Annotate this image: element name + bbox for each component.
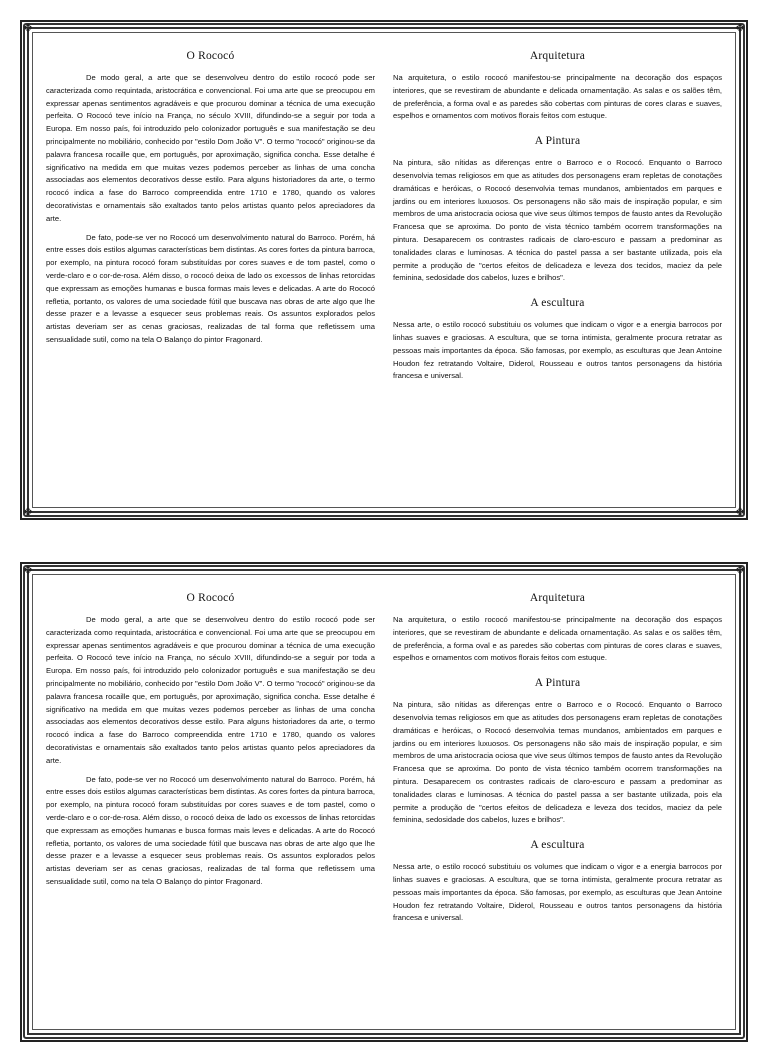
right-column <box>393 44 722 500</box>
paragraph-intro: De modo geral, a arte que se desenvolveu dentro do estilo rococó pode ser caracterizada como requintada, aristocrática e convencional. Foi uma arte que se preocupou em expressar apenas sentimentos agradáveis e que procurou dominar a técnica de uma execução perfeita. O Rococó teve início na França, no século XVIII, difundindo-se a seguir por toda a Europa. Em nosso país, foi introduzido pelo colonizador português e sua manifestação se deu principalmente no mobiliário, conhecido por "estilo Dom João V". O termo "rococó" originou-se da palavra francesa rocaille que, em português, por aproximação, significa concha. Esse detalhe é significativo na medida em que muitas vezes podemos perceber as linhas de uma concha associadas aos elementos decorativos desse estilo. Para alguns historiadores da arte, o termo rococó indica a fase do Barroco compreendida entre 1710 e 1780, quando os valores decorativistas e ornamentais são exaltados tanto pelos artistas quanto pelos apreciadores da arte. <box>46 73 375 223</box>
corner-ornament-icon: ❖ <box>22 563 34 577</box>
section-title-architecture: Arquitetura <box>529 592 586 604</box>
handout-card-bottom <box>20 562 748 1042</box>
corner-ornament-icon: ❖ <box>734 505 746 519</box>
paragraph-sculpture: Nessa arte, o estilo rococó substituiu os volumes que indicam o vigor e a energia barrocos por linhas suaves e graciosas. A escultura, que se torna intimista, geralmente procura retratar as pessoas mais importantes da época. São famosas, por exemplo, as esculturas que Jean Antoine Houdon fez retratando Voltaire, Diderol, Rousseau e outros tantos personagens da história francesa e universal. <box>393 320 722 381</box>
section-title-rococo: O Rococó <box>186 592 235 604</box>
section-title-painting: A Pintura <box>534 135 581 148</box>
corner-ornament-icon: ❖ <box>734 21 746 35</box>
handout-card-top <box>20 20 748 520</box>
section-title-painting: A Pintura <box>534 677 581 690</box>
paragraph-architecture: Na arquitetura, o estilo rococó manifestou-se principalmente na decoração dos espaços interiores, que se revestiram de abundante e delicada ornamentação. As salas e os salões têm, de preferência, a forma oval e as paredes são cobertas com pinturas de cores claras e suaves, espelhos e ornamentos com motivos florais feitos com estuque. <box>393 615 722 663</box>
section-title-rococo: O Rococó <box>186 50 235 62</box>
corner-ornament-icon: ❖ <box>22 505 34 519</box>
card-content <box>46 44 722 500</box>
left-column <box>46 586 375 1022</box>
corner-ornament-icon: ❖ <box>22 21 34 35</box>
paragraph-painting: Na pintura, são nítidas as diferenças entre o Barroco e o Rococó. Enquanto o Barroco desenvolvia temas religiosos em que as atitudes dos personagens eram repletas de conotações dramáticas e heróicas, o Rococó desenvolvia temas mundanos, ambientados em parques e jardins ou em interiores luxuosos. Os personagens não são mais de inspiração popular, e sim membros de uma aristocracia ociosa que vive seus últimos tempos de fausto antes da Revolução Francesa que se aproxima. Do ponto de vista técnico também ocorrem transformações na pintura. Desaparecem os contrastes radicais de claro-escuro e passam a predominar as tonalidades claras e luminosas. A técnica do pastel passa a ser bastante utilizada, pois ela permite a produção de "certos efeitos de delicadeza e leveza dos tecidos, maciez da pele feminina, sedosidade dos cabelos, luzes e brilhos". <box>393 700 722 825</box>
card-content <box>46 586 722 1022</box>
section-title-sculpture: A escultura <box>530 297 585 310</box>
paragraph-painting: Na pintura, são nítidas as diferenças entre o Barroco e o Rococó. Enquanto o Barroco desenvolvia temas religiosos em que as atitudes dos personagens eram repletas de conotações dramáticas e heróicas, o Rococó desenvolvia temas mundanos, ambientados em parques e jardins ou em interiores luxuosos. Os personagens não são mais de inspiração popular, e sim membros de uma aristocracia ociosa que vive seus últimos tempos de fausto antes da Revolução Francesa que se aproxima. Do ponto de vista técnico também ocorrem transformações na pintura. Desaparecem os contrastes radicais de claro-escuro e passam a predominar as tonalidades claras e luminosas. A técnica do pastel passa a ser bastante utilizada, pois ela permite a produção de "certos efeitos de delicadeza e leveza dos tecidos, maciez da pele feminina, sedosidade dos cabelos, luzes e brilhos". <box>393 158 722 283</box>
paragraph-sculpture: Nessa arte, o estilo rococó substituiu os volumes que indicam o vigor e a energia barrocos por linhas suaves e graciosas. A escultura, que se torna intimista, geralmente procura retratar as pessoas mais importantes da época. São famosas, por exemplo, as esculturas que Jean Antoine Houdon fez retratando Voltaire, Diderol, Rousseau e outros tantos personagens da história francesa e universal. <box>393 862 722 923</box>
paragraph-architecture: Na arquitetura, o estilo rococó manifestou-se principalmente na decoração dos espaços interiores, que se revestiram de abundante e delicada ornamentação. As salas e os salões têm, de preferência, a forma oval e as paredes são cobertas com pinturas de cores claras e suaves, espelhos e ornamentos com motivos florais feitos com estuque. <box>393 73 722 121</box>
section-title-sculpture: A escultura <box>530 839 585 852</box>
paragraph-intro: De modo geral, a arte que se desenvolveu dentro do estilo rococó pode ser caracterizada como requintada, aristocrática e convencional. Foi uma arte que se preocupou em expressar apenas sentimentos agradáveis e que procurou dominar a técnica de uma execução perfeita. O Rococó teve início na França, no século XVIII, difundindo-se a seguir por toda a Europa. Em nosso país, foi introduzido pelo colonizador português e sua manifestação se deu principalmente no mobiliário, conhecido por "estilo Dom João V". O termo "rococó" originou-se da palavra francesa rocaille que, em português, por aproximação, significa concha. Esse detalhe é significativo na medida em que muitas vezes podemos perceber as linhas de uma concha associadas aos elementos decorativos desse estilo. Para alguns historiadores da arte, o termo rococó indica a fase do Barroco compreendida entre 1710 e 1780, quando os valores decorativistas e ornamentais são exaltados tanto pelos artistas quanto pelos apreciadores da arte. <box>46 615 375 765</box>
left-column <box>46 44 375 500</box>
paragraph-comparison: De fato, pode-se ver no Rococó um desenvolvimento natural do Barroco. Porém, há entre esses dois estilos algumas características bem distintas. As cores fortes da pintura barroca, por exemplo, na pintura rococó foram substituídas por cores suaves e de tom pastel, como o verde-claro e o cor-de-rosa. Além disso, o rococó deixa de lado os excessos de linhas retorcidas que expressam as emoções humanas e busca formas mais leves e delicadas. A arte do Rococó refletia, portanto, os valores de uma sociedade fútil que buscava nas obras de arte algo que lhe desse prazer e a levasse a esquecer seus problemas reais. Os assuntos explorados pelos artistas deveriam ser as cenas graciosas, realizadas de tal forma que refletissem uma sensualidade sutil, como na tela O Balanço do pintor Fragonard. <box>46 232 375 344</box>
paragraph-comparison: De fato, pode-se ver no Rococó um desenvolvimento natural do Barroco. Porém, há entre esses dois estilos algumas características bem distintas. As cores fortes da pintura barroca, por exemplo, na pintura rococó foram substituídas por cores suaves e de tom pastel, como o verde-claro e o cor-de-rosa. Além disso, o rococó deixa de lado os excessos de linhas retorcidas que expressam as emoções humanas e busca formas mais leves e delicadas. A arte do Rococó refletia, portanto, os valores de uma sociedade fútil que buscava nas obras de arte algo que lhe desse prazer e a levasse a esquecer seus problemas reais. Os assuntos explorados pelos artistas deveriam ser as cenas graciosas, realizadas de tal forma que refletissem uma sensualidade sutil, como na tela O Balanço do pintor Fragonard. <box>46 774 375 886</box>
right-column <box>393 586 722 1022</box>
section-title-architecture: Arquitetura <box>529 50 586 62</box>
corner-ornament-icon: ❖ <box>734 563 746 577</box>
